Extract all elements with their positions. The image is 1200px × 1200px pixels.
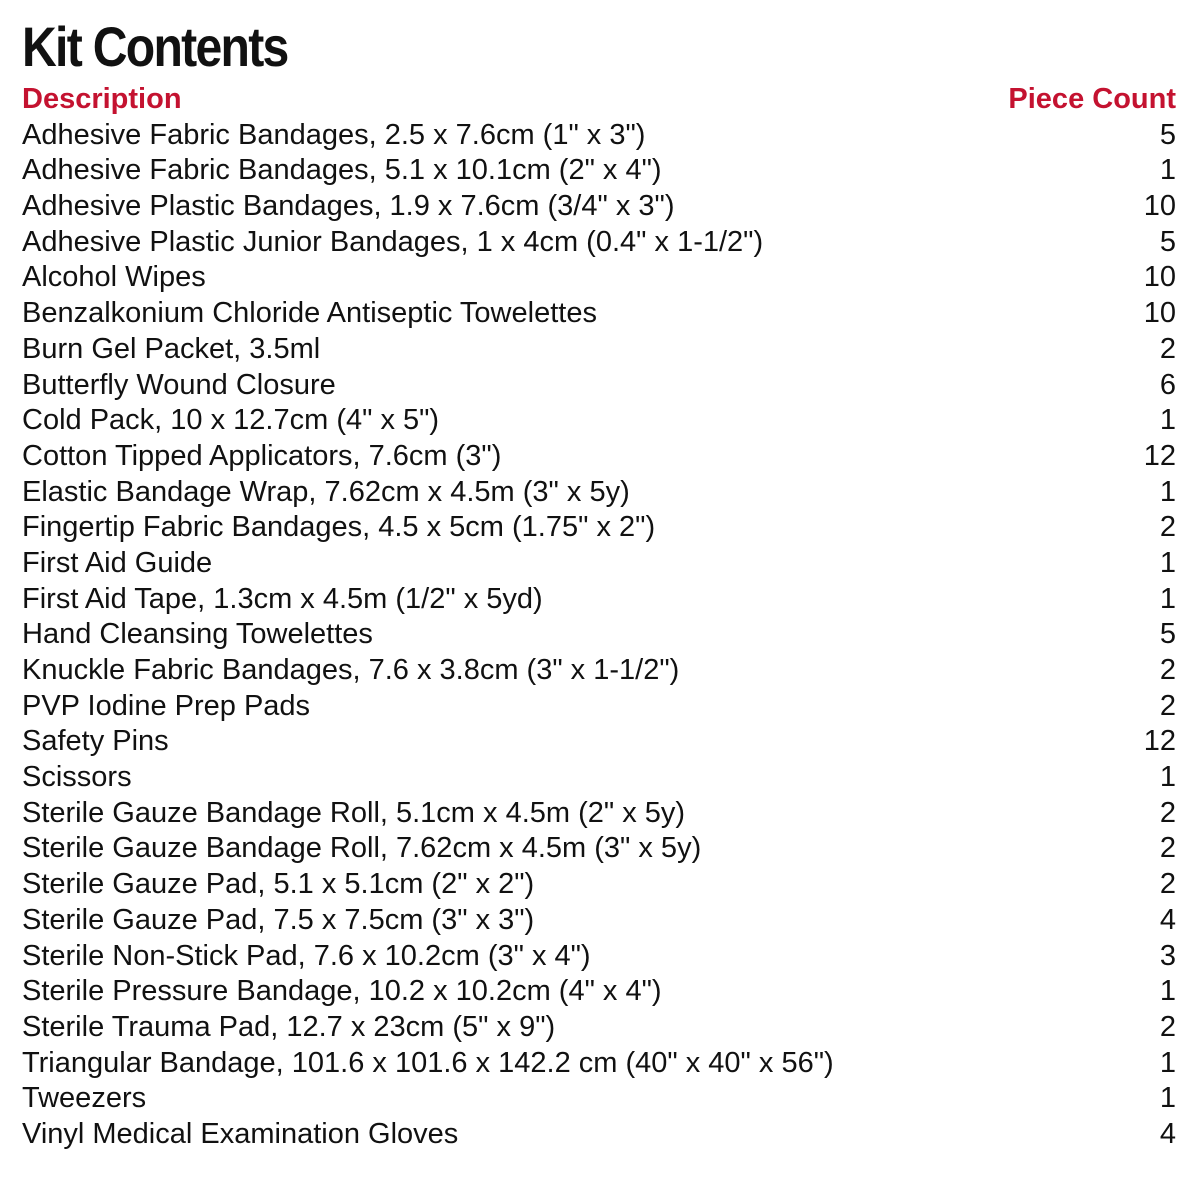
item-description: Sterile Non-Stick Pad, 7.6 x 10.2cm (3" x 4") (22, 939, 591, 972)
table-row (22, 332, 1176, 368)
table-row (22, 475, 1176, 511)
table-row (22, 831, 1176, 867)
item-description: Scissors (22, 761, 132, 794)
item-piece-count: 2 (1159, 654, 1176, 686)
item-description: Cold Pack, 10 x 12.7cm (4" x 5") (22, 404, 440, 437)
item-piece-count: 1 (1159, 1046, 1176, 1079)
table-row (22, 582, 1176, 618)
item-description: Cotton Tipped Applicators, 7.6cm (3") (22, 439, 502, 472)
table-row (22, 153, 1176, 189)
item-description: Safety Pins (22, 725, 169, 758)
item-description: Sterile Gauze Bandage Roll, 7.62cm x 4.5m (3" x 5y) (22, 832, 702, 865)
item-piece-count: 5 (1159, 618, 1176, 651)
item-piece-count: 2 (1159, 832, 1176, 865)
item-description: Vinyl Medical Examination Gloves (22, 1117, 459, 1150)
item-description: Sterile Gauze Bandage Roll, 5.1cm x 4.5m (2" x 5y) (22, 796, 686, 829)
item-description: Hand Cleansing Towelettes (22, 618, 373, 651)
table-row (22, 1081, 1176, 1117)
table-row (22, 867, 1176, 903)
item-description: First Aid Guide (22, 546, 213, 579)
item-piece-count: 12 (1143, 725, 1176, 758)
item-piece-count: 2 (1159, 511, 1176, 544)
table-row (22, 796, 1176, 832)
table-row (22, 189, 1176, 225)
table-row (22, 1010, 1176, 1046)
item-piece-count: 4 (1159, 1117, 1176, 1150)
item-description: Burn Gel Packet, 3.5ml (22, 332, 321, 365)
item-description: Adhesive Fabric Bandages, 2.5 x 7.6cm (1" x 3") (22, 118, 646, 151)
table-header-row (22, 82, 1176, 118)
item-piece-count: 1 (1159, 582, 1176, 615)
item-piece-count: 10 (1143, 261, 1176, 294)
item-description: Alcohol Wipes (22, 261, 206, 294)
item-description: Triangular Bandage, 101.6 x 101.6 x 142.2 cm (40" x 40" x 56") (22, 1046, 834, 1079)
item-description: Sterile Trauma Pad, 12.7 x 23cm (5" x 9") (22, 1010, 556, 1043)
item-piece-count: 1 (1159, 475, 1176, 508)
item-description: PVP Iodine Prep Pads (22, 689, 311, 722)
item-description: Adhesive Plastic Bandages, 1.9 x 7.6cm (3/4" x 3") (22, 190, 675, 223)
table-row (22, 653, 1176, 689)
item-piece-count: 5 (1159, 118, 1176, 151)
item-description: Knuckle Fabric Bandages, 7.6 x 3.8cm (3" x 1-1/2") (22, 654, 680, 686)
item-piece-count: 6 (1159, 368, 1176, 401)
table-row (22, 903, 1176, 939)
table-row (22, 617, 1176, 653)
table-row (22, 260, 1176, 296)
item-description: Butterfly Wound Closure (22, 368, 336, 401)
table-row (22, 1046, 1176, 1082)
table-body (22, 118, 1176, 1153)
item-piece-count: 2 (1159, 689, 1176, 722)
item-piece-count: 1 (1159, 761, 1176, 794)
item-piece-count: 3 (1159, 939, 1176, 972)
item-piece-count: 1 (1159, 1082, 1176, 1115)
page-title: Kit Contents (22, 15, 288, 78)
table-row (22, 724, 1176, 760)
piece-count-column-header: Piece Count (1008, 83, 1176, 115)
table-row (22, 439, 1176, 475)
item-description: Adhesive Plastic Junior Bandages, 1 x 4cm (0.4" x 1-1/2") (22, 225, 764, 258)
item-description: Tweezers (22, 1082, 147, 1115)
table-row (22, 225, 1176, 261)
item-description: Fingertip Fabric Bandages, 4.5 x 5cm (1.75" x 2") (22, 511, 656, 544)
item-description: Adhesive Fabric Bandages, 5.1 x 10.1cm (2" x 4") (22, 154, 662, 187)
kit-contents-table (22, 82, 1176, 1153)
item-piece-count: 1 (1159, 546, 1176, 579)
item-piece-count: 10 (1143, 297, 1176, 330)
item-description: Sterile Gauze Pad, 5.1 x 5.1cm (2" x 2") (22, 868, 535, 901)
item-piece-count: 4 (1159, 903, 1176, 936)
table-row (22, 118, 1176, 154)
item-description: Sterile Pressure Bandage, 10.2 x 10.2cm (4" x 4") (22, 975, 662, 1008)
item-piece-count: 1 (1159, 154, 1176, 187)
table-row (22, 368, 1176, 404)
item-piece-count: 2 (1159, 332, 1176, 365)
table-row (22, 546, 1176, 582)
item-piece-count: 10 (1143, 190, 1176, 223)
item-description: First Aid Tape, 1.3cm x 4.5m (1/2" x 5yd) (22, 582, 543, 615)
table-row (22, 760, 1176, 796)
item-piece-count: 1 (1159, 975, 1176, 1008)
table-row (22, 939, 1176, 975)
table-row (22, 296, 1176, 332)
item-description: Sterile Gauze Pad, 7.5 x 7.5cm (3" x 3") (22, 903, 535, 936)
item-piece-count: 2 (1159, 1010, 1176, 1043)
table-row (22, 974, 1176, 1010)
table-row (22, 403, 1176, 439)
item-description: Elastic Bandage Wrap, 7.62cm x 4.5m (3" x 5y) (22, 475, 630, 508)
item-piece-count: 12 (1143, 439, 1176, 472)
table-row (22, 510, 1176, 546)
table-row (22, 689, 1176, 725)
item-piece-count: 2 (1159, 868, 1176, 901)
item-piece-count: 2 (1159, 796, 1176, 829)
table-row (22, 1117, 1176, 1153)
item-piece-count: 5 (1159, 225, 1176, 258)
item-description: Benzalkonium Chloride Antiseptic Towelettes (22, 297, 597, 330)
item-piece-count: 1 (1159, 404, 1176, 437)
description-column-header: Description (22, 83, 182, 115)
